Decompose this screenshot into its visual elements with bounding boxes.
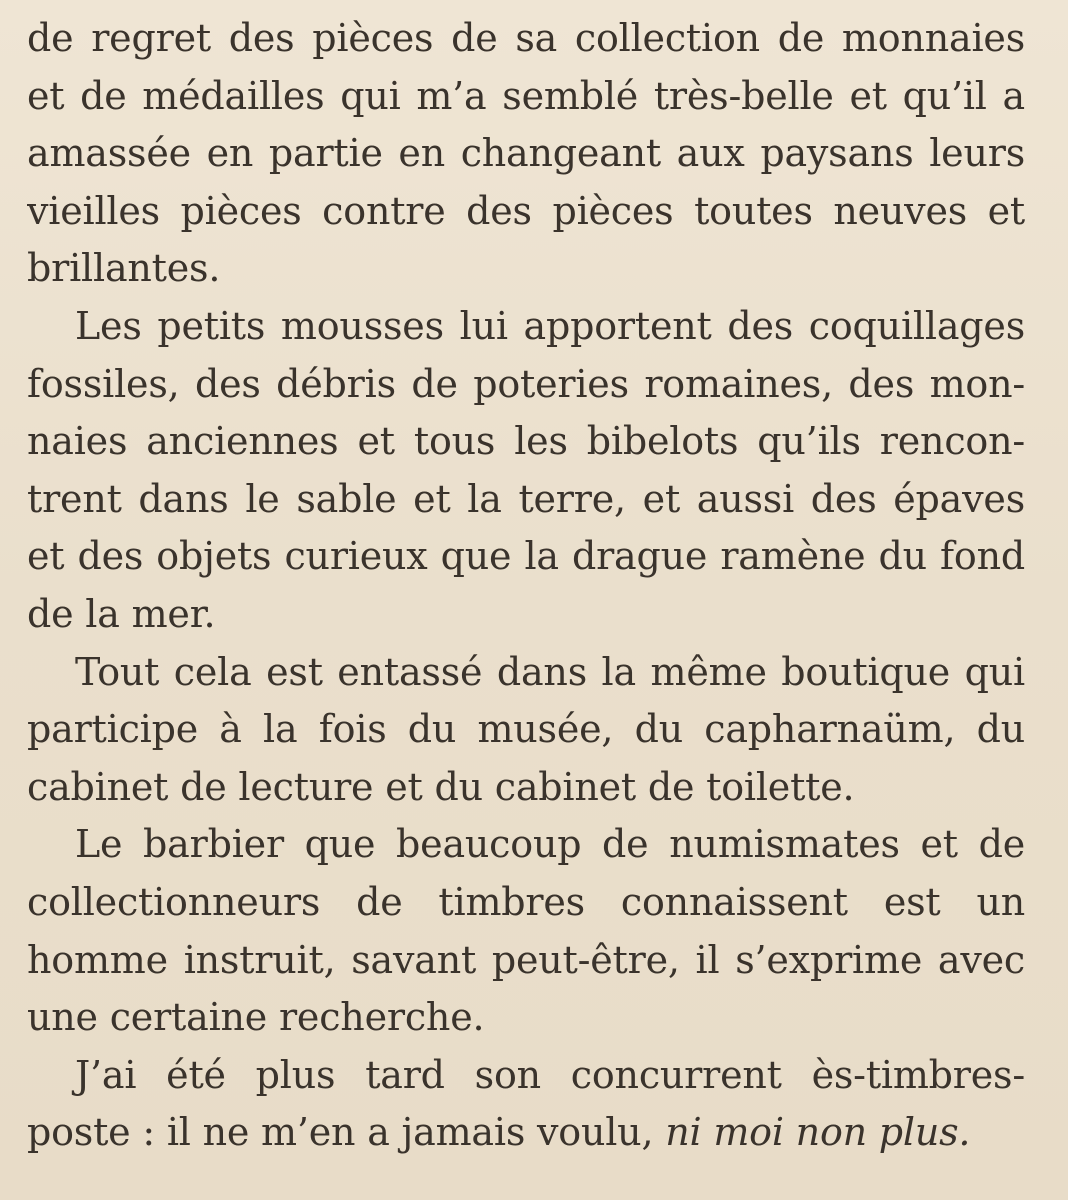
- text-line: et des objets curieux que la drague ramène du fond: [27, 534, 1025, 579]
- paragraph-2: [27, 298, 1025, 644]
- text-line: fossiles, des débris de poteries romaines, des mon-: [27, 361, 1025, 406]
- text-line: collectionneurs de timbres connaissent est un: [27, 879, 1025, 924]
- paragraph-4: [27, 816, 1025, 1046]
- book-text: [27, 10, 1025, 1162]
- paragraph-1: [27, 10, 1025, 298]
- text-line-final: [27, 1104, 1025, 1162]
- text-line: vieilles pièces contre des pièces toutes neuves et: [27, 188, 1025, 233]
- text-line: trent dans le sable et la terre, et aussi des épaves: [27, 476, 1025, 521]
- text-line: une certaine recherche.: [27, 995, 485, 1040]
- text-italic: ni moi non plus.: [665, 1110, 971, 1155]
- text-line: naies anciennes et tous les bibelots qu’ils rencon-: [27, 419, 1025, 464]
- text-line: Le barbier que beaucoup de numismates et de: [75, 822, 1025, 867]
- text-line: Tout cela est entassé dans la même boutique qui: [75, 649, 1025, 694]
- paragraph-3: [27, 644, 1025, 817]
- text-line: brillantes.: [27, 246, 221, 291]
- text-line: et de médailles qui m’a semblé très-belle et qu’il a: [27, 73, 1025, 118]
- paragraph-5: [27, 1047, 1025, 1162]
- text-line: participe à la fois du musée, du capharnaüm, du: [27, 707, 1025, 752]
- text-line: Les petits mousses lui apportent des coquillages: [75, 303, 1025, 348]
- text-line: amassée en partie en changeant aux paysans leurs: [27, 131, 1025, 176]
- text-line: homme instruit, savant peut-être, il s’exprime avec: [27, 937, 1025, 982]
- text-line: cabinet de lecture et du cabinet de toilette.: [27, 764, 855, 809]
- text-line: J’ai été plus tard son concurrent ès-timbres-: [75, 1052, 1025, 1097]
- text-line: de regret des pièces de sa collection de monnaies: [27, 16, 1025, 60]
- text-line: de la mer.: [27, 591, 216, 636]
- text-roman: poste : il ne m’en a jamais voulu,: [27, 1110, 654, 1155]
